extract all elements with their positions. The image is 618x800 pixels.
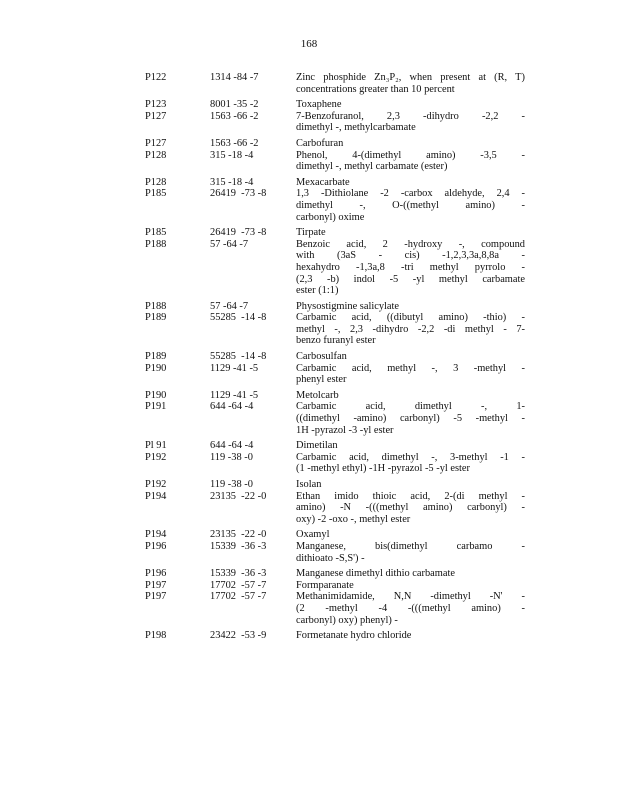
substance-name-line: Methanimidamide, N,N -dimethyl -N' - — [296, 591, 525, 603]
cas-number: 26419 -73 -8 — [210, 188, 267, 200]
waste-code: P128 — [145, 149, 167, 161]
waste-code: P196 — [145, 540, 167, 552]
substance-name-line: oxy) -2 -oxo -, methyl ester — [296, 513, 411, 525]
substance-name-line: Isolan — [296, 479, 322, 490]
cas-number: 1314 -84 -7 — [210, 72, 259, 83]
cas-number: 17702 -57 -7 — [210, 579, 267, 591]
table-row — [145, 568, 525, 580]
substance-name-line: Carbamic acid, dimethyl -, 3-methyl -1 - — [296, 451, 525, 463]
substance-name-line: carbonyl) oxime — [296, 211, 365, 223]
substance-name — [296, 440, 525, 452]
substance-name-line: benzo furanyl ester — [296, 335, 376, 347]
substance-name-line: Carbamic acid, methyl -, 3 -methyl - — [296, 362, 525, 374]
substance-name — [296, 227, 525, 239]
cas-number: 17702 -57 -7 — [210, 591, 267, 603]
table-row — [145, 177, 525, 189]
cas-number: 23135 -22 -0 — [210, 529, 267, 541]
cas-number: 55285 -14 -8 — [210, 312, 267, 324]
waste-code: P127 — [145, 137, 167, 149]
cas-number: 23135 -22 -0 — [210, 490, 267, 502]
table-row — [145, 479, 525, 491]
substance-name — [296, 111, 525, 134]
substance-name-line: Manganese, bis(dimethyl carbamo - — [296, 540, 525, 552]
cas-number: 315 -18 -4 — [210, 149, 254, 161]
substance-name-line: dimethyl -, methyl carbamate (ester) — [296, 161, 448, 173]
cas-number: 15339 -36 -3 — [210, 540, 267, 552]
substance-name — [296, 301, 525, 313]
waste-code: P185 — [145, 227, 167, 239]
substance-name — [296, 568, 525, 580]
cas-number: 644 -64 -4 — [210, 401, 254, 413]
substance-name-line: ((dimethyl -amino) carbonyl) -5 -methyl - — [296, 413, 525, 425]
substance-name — [296, 479, 525, 491]
substance-name — [296, 390, 525, 402]
waste-code: P192 — [145, 451, 167, 463]
substance-name-line: Ethan imido thioic acid, 2-(di methyl - — [296, 490, 525, 502]
table-row — [145, 541, 525, 564]
substance-name-line: dimethyl -, methylcarbamate — [296, 122, 416, 134]
waste-code: P189 — [145, 351, 167, 363]
substance-name-line: Formetanate hydro chloride — [296, 630, 412, 642]
substance-name-line: Mexacarbate — [296, 176, 350, 188]
cas-number: 26419 -73 -8 — [210, 227, 267, 239]
table-row — [145, 591, 525, 626]
substance-name-line: Carbofuran — [296, 137, 344, 149]
table-row — [145, 351, 525, 363]
substance-name-line: amino) -N -(((methyl amino) carbonyl) - — [296, 502, 525, 514]
table-row — [145, 390, 525, 402]
table-row — [145, 529, 525, 541]
waste-code: P127 — [145, 110, 167, 122]
waste-code: P192 — [145, 479, 167, 490]
substance-name — [296, 150, 525, 173]
waste-code: P191 — [145, 401, 167, 413]
substance-name-line: Metolcarb — [296, 389, 339, 401]
substance-name-line: ester (1:1) — [296, 285, 339, 297]
waste-code: P190 — [145, 389, 167, 401]
substance-name — [296, 351, 525, 363]
cas-number: 1563 -66 -2 — [210, 137, 259, 149]
substance-name-line: 1H -pyrazol -3 -yl ester — [296, 424, 394, 436]
waste-code: P196 — [145, 568, 167, 580]
substance-name — [296, 541, 525, 564]
substance-name — [296, 401, 525, 436]
substance-name-line: 1,3 -Dithiolane -2 -carbox aldehyde, 2,4 - — [296, 188, 525, 200]
table-row — [145, 630, 525, 642]
waste-code: P194 — [145, 529, 167, 541]
substance-name-line: methyl -, 2,3 -dihydro -2,2 -di methyl - 7- — [296, 323, 525, 335]
cas-number: 57 -64 -7 — [210, 300, 249, 312]
table-row — [145, 491, 525, 526]
substance-name — [296, 580, 525, 592]
table-row — [145, 150, 525, 173]
table-row — [145, 188, 525, 223]
waste-code: Pl 91 — [145, 440, 167, 452]
substance-name-line: Zinc phosphide Zn₃P₂, when present at (R, T) — [296, 72, 525, 83]
substance-name — [296, 138, 525, 150]
cas-number: 1563 -66 -2 — [210, 110, 259, 122]
waste-code: P123 — [145, 99, 167, 111]
substance-name-line: Benzoic acid, 2 -hydroxy -, compound — [296, 238, 525, 250]
substance-name-line: Physostigmine salicylate — [296, 300, 400, 312]
substance-name — [296, 99, 525, 111]
substance-name-line: Carbosulfan — [296, 351, 347, 363]
waste-code: P190 — [145, 362, 167, 374]
table-row — [145, 312, 525, 347]
cas-number: 23422 -53 -9 — [210, 630, 267, 642]
substance-name-line: (2 -methyl -4 -(((methyl amino) - — [296, 602, 525, 614]
table-row — [145, 580, 525, 592]
substance-name-line: phenyl ester — [296, 374, 347, 386]
substance-name-line: Carbamic acid, ((dibutyl amino) -thio) - — [296, 312, 525, 324]
substance-name-line: carbonyl) oxy) phenyl) - — [296, 614, 398, 626]
substance-name — [296, 312, 525, 347]
substance-name — [296, 188, 525, 223]
substance-name-line: (2,3 -b) indol -5 -yl methyl carbamate — [296, 273, 525, 285]
substance-name-line: Carbamic acid, dimethyl -, 1- — [296, 401, 525, 413]
substance-name-line: Toxaphene — [296, 99, 342, 111]
waste-code: P128 — [145, 176, 167, 188]
cas-number: 1129 -41 -5 — [210, 362, 259, 374]
substance-name-line: (1 -methyl ethyl) -1H -pyrazol -5 -yl ester — [296, 463, 470, 475]
table-row — [145, 138, 525, 150]
substance-name-line: Phenol, 4-(dimethyl amino) -3,5 - — [296, 149, 525, 161]
cas-number: 8001 -35 -2 — [210, 99, 259, 111]
table-row — [145, 363, 525, 386]
waste-code: P197 — [145, 591, 167, 603]
cas-number: 15339 -36 -3 — [210, 568, 267, 580]
substance-name — [296, 363, 525, 386]
substance-name-line: Dimetilan — [296, 440, 338, 452]
substance-name — [296, 239, 525, 297]
cas-number: 57 -64 -7 — [210, 238, 249, 250]
substance-name-line: dimethyl -, O-((methyl amino) - — [296, 199, 525, 211]
substance-name-line: Formparanate — [296, 579, 354, 591]
cas-number: 315 -18 -4 — [210, 176, 254, 188]
table-row — [145, 99, 525, 111]
waste-code: P188 — [145, 300, 167, 312]
substance-name-line: concentrations greater than 10 percent — [296, 83, 455, 95]
substance-name — [296, 591, 525, 626]
substance-name-line: hexahydro -1,3a,8 -tri methyl pyrrolo - — [296, 261, 525, 273]
substance-name-line: 7-Benzofuranol, 2,3 -dihydro -2,2 - — [296, 110, 525, 122]
cas-number: 1129 -41 -5 — [210, 389, 259, 401]
table-row — [145, 72, 525, 95]
substance-name — [296, 72, 525, 95]
substance-name-line: dithioato -S,S') - — [296, 552, 365, 564]
cas-number: 119 -38 -0 — [210, 479, 253, 490]
table-row — [145, 440, 525, 452]
waste-code: P185 — [145, 188, 167, 200]
table-row — [145, 111, 525, 134]
substance-name-line: Tirpate — [296, 227, 326, 239]
substance-name — [296, 630, 525, 642]
waste-code: P188 — [145, 238, 167, 250]
cas-number: 119 -38 -0 — [210, 451, 253, 463]
table-row — [145, 227, 525, 239]
substance-name-line: with (3aS - cis) -1,2,3,3a,8,8a - — [296, 250, 525, 262]
waste-code: P198 — [145, 630, 167, 642]
substance-name — [296, 491, 525, 526]
waste-code: P194 — [145, 490, 167, 502]
table-row — [145, 301, 525, 313]
hazardous-substance-table — [145, 72, 525, 642]
table-row — [145, 239, 525, 297]
waste-code: P122 — [145, 72, 167, 83]
substance-name-line: Oxamyl — [296, 529, 330, 541]
cas-number: 55285 -14 -8 — [210, 351, 267, 363]
substance-name — [296, 452, 525, 475]
table-row — [145, 452, 525, 475]
cas-number: 644 -64 -4 — [210, 440, 254, 452]
substance-name-line: Manganese dimethyl dithio carbamate — [296, 568, 455, 580]
table-row — [145, 401, 525, 436]
substance-name — [296, 529, 525, 541]
waste-code: P189 — [145, 312, 167, 324]
substance-name — [296, 177, 525, 189]
page-number: 168 — [300, 38, 318, 50]
waste-code: P197 — [145, 579, 167, 591]
